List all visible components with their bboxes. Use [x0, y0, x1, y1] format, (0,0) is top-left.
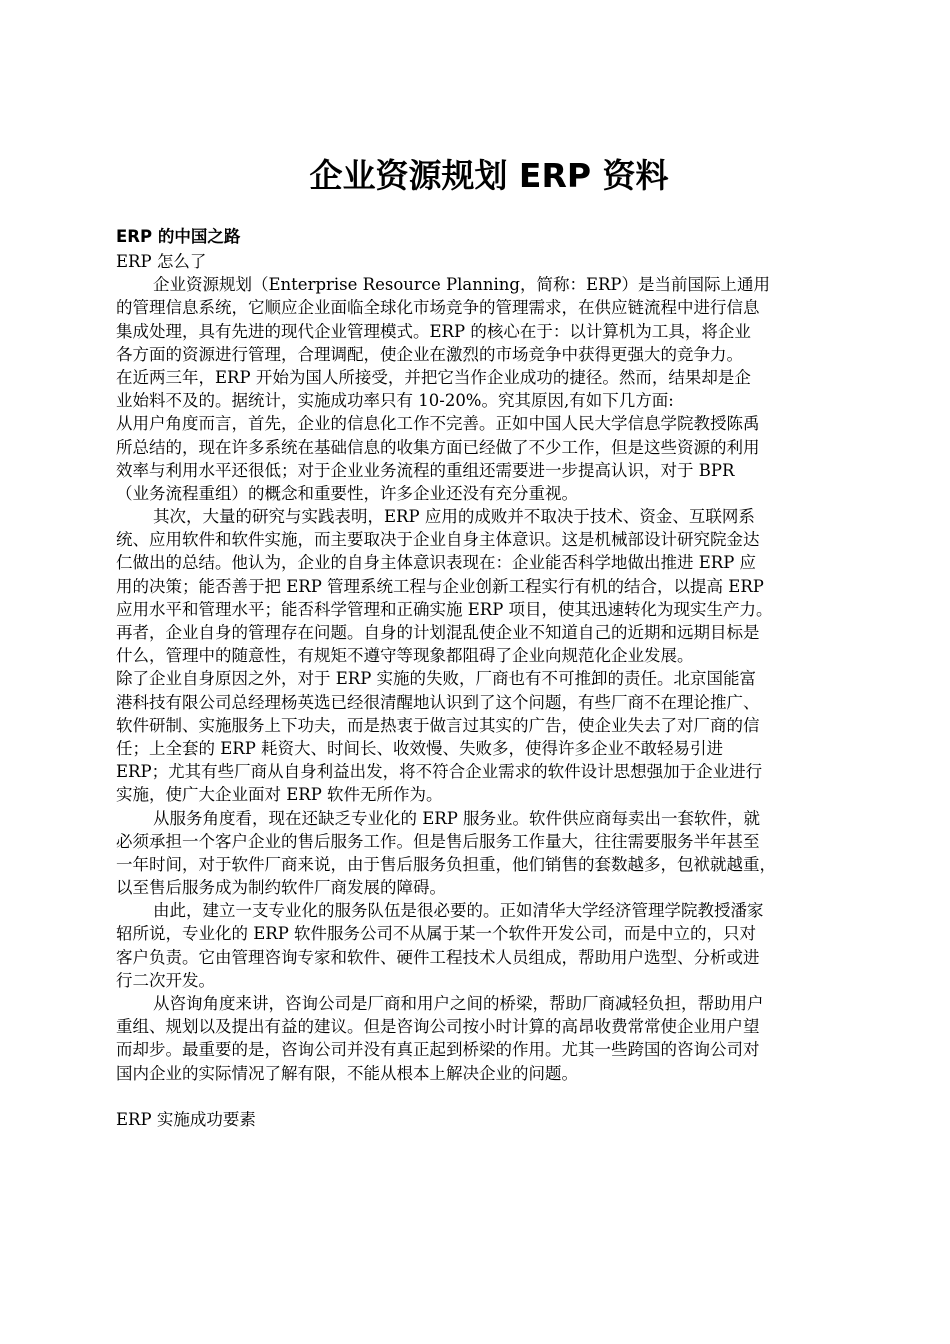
paragraph-line: 的管理信息系统，它顺应企业面临全球化市场竞争的管理需求，在供应链流程中进行信息 [116, 298, 760, 318]
document-title: 企业资源规划 ERP 资料 [309, 156, 669, 195]
paragraph-line: 任；上全套的 ERP 耗资大、时间长、收效慢、失败多，使得许多企业不敢轻易引进 [116, 738, 724, 758]
paragraph-line: ERP；尤其有些厂商从自身利益出发，将不符合企业需求的软件设计思想强加于企业进行 [116, 762, 763, 782]
paragraph-line: 国内企业的实际情况了解有限，不能从根本上解决企业的问题。 [116, 1063, 578, 1083]
paragraph-line: 软件研制、实施服务上下功夫，而是热衷于做言过其实的广告，使企业失去了对厂商的信 [116, 715, 760, 735]
paragraph-line: 由此，建立一支专业化的服务队伍是很必要的。正如清华大学经济管理学院教授潘家 [153, 901, 764, 921]
paragraph-line: 重组、规划以及提出有益的建议。但是咨询公司按小时计算的高昂收费常常使企业用户望 [116, 1017, 760, 1037]
paragraph-line: 实施，使广大企业面对 ERP 软件无所作为。 [116, 785, 443, 805]
paragraph-line: 统、应用软件和软件实施，而主要取决于企业自身主体意识。这是机械部设计研究院金达 [116, 530, 760, 550]
paragraph-line: 仁做出的总结。他认为，企业的自身主体意识表现在：企业能否科学地做出推进 ERP 应 [116, 553, 757, 573]
paragraph-line: 用的决策；能否善于把 ERP 管理系统工程与企业创新工程实行有机的结合，以提高 ERP [116, 576, 764, 596]
paragraph-line: 集成处理，具有先进的现代企业管理模式。ERP 的核心在于：以计算机为工具，将企业 [116, 321, 751, 341]
paragraph-line: 企业资源规划（Enterprise Resource Planning，简称：ERP）是当前国际上通用 [153, 275, 771, 295]
paragraph-line: 应用水平和管理水平；能否科学管理和正确实施 ERP 项目，使其迅速转化为现实生产力。 [116, 599, 773, 619]
paragraph-line: 所总结的，现在许多系统在基础信息的收集方面已经做了不少工作，但是这些资源的利用 [116, 437, 760, 457]
paragraph-line: 客户负责。它由管理咨询专家和软件、硬件工程技术人员组成，帮助用户选型、分析或进 [116, 947, 760, 967]
final-heading: ERP 实施成功要素 [116, 1109, 256, 1129]
paragraph-line: 业始料不及的。据统计，实施成功率只有 10-20%。究其原因,有如下几方面: [116, 391, 674, 411]
paragraph-line: 行二次开发。 [116, 970, 215, 990]
paragraph-line: 轺所说，专业化的 ERP 软件服务公司不从属于某一个软件开发公司，而是中立的，只对 [116, 924, 757, 944]
paragraph-line: 必须承担一个客户企业的售后服务工作。但是售后服务工作量大，往往需要服务半年甚至 [116, 831, 760, 851]
paragraph-line: 从用户角度而言，首先，企业的信息化工作不完善。正如中国人民大学信息学院教授陈禹 [116, 414, 760, 434]
paragraph-line: 各方面的资源进行管理，合理调配，使企业在激烈的市场竞争中获得更强大的竞争力。 [116, 344, 743, 364]
document-body [116, 224, 868, 1131]
paragraph-line: 再者，企业自身的管理存在问题。自身的计划混乱使企业不知道自己的近期和远期目标是 [116, 623, 760, 642]
subheading: ERP 怎么了 [116, 252, 207, 271]
paragraph-line: 除了企业自身原因之外，对于 ERP 实施的失败，厂商也有不可推卸的责任。北京国能富 [116, 669, 757, 689]
paragraph-line: 而却步。最重要的是，咨询公司并没有真正起到桥梁的作用。尤其一些跨国的咨询公司对 [116, 1040, 760, 1060]
paragraph-line: 一年时间，对于软件厂商来说，由于售后服务负担重，他们销售的套数越多，包袱就越重， [116, 854, 776, 874]
paragraph-line: 从咨询角度来讲，咨询公司是厂商和用户之间的桥梁，帮助厂商减轻负担，帮助用户 [153, 994, 764, 1013]
section-heading: ERP 的中国之路 [116, 227, 241, 246]
paragraph-line: 以至售后服务成为制约软件厂商发展的障碍。 [116, 878, 446, 898]
paragraph-line: 什么，管理中的随意性，有规矩不遵守等现象都阻碍了企业向规范化企业发展。 [116, 646, 694, 666]
paragraph-line: 效率与利用水平还很低；对于企业业务流程的重组还需要进一步提高认识，对于 BPR [116, 460, 735, 480]
paragraph-line: 港科技有限公司总经理杨英选已经很清醒地认识到了这个问题，有些厂商不在理论推广、 [116, 692, 760, 712]
blank-line [116, 1085, 868, 1108]
paragraph-line: （业务流程重组）的概念和重要性，许多企业还没有充分重视。 [116, 483, 578, 503]
paragraph-line: 在近两三年，ERP 开始为国人所接受，并把它当作企业成功的捷径。然而，结果却是企 [116, 367, 751, 387]
paragraph-line: 其次，大量的研究与实践表明，ERP 应用的成败并不取决于技术、资金、互联网系 [153, 507, 755, 527]
paragraph-line: 从服务角度看，现在还缺乏专业化的 ERP 服务业。软件供应商每卖出一套软件，就 [153, 808, 761, 828]
